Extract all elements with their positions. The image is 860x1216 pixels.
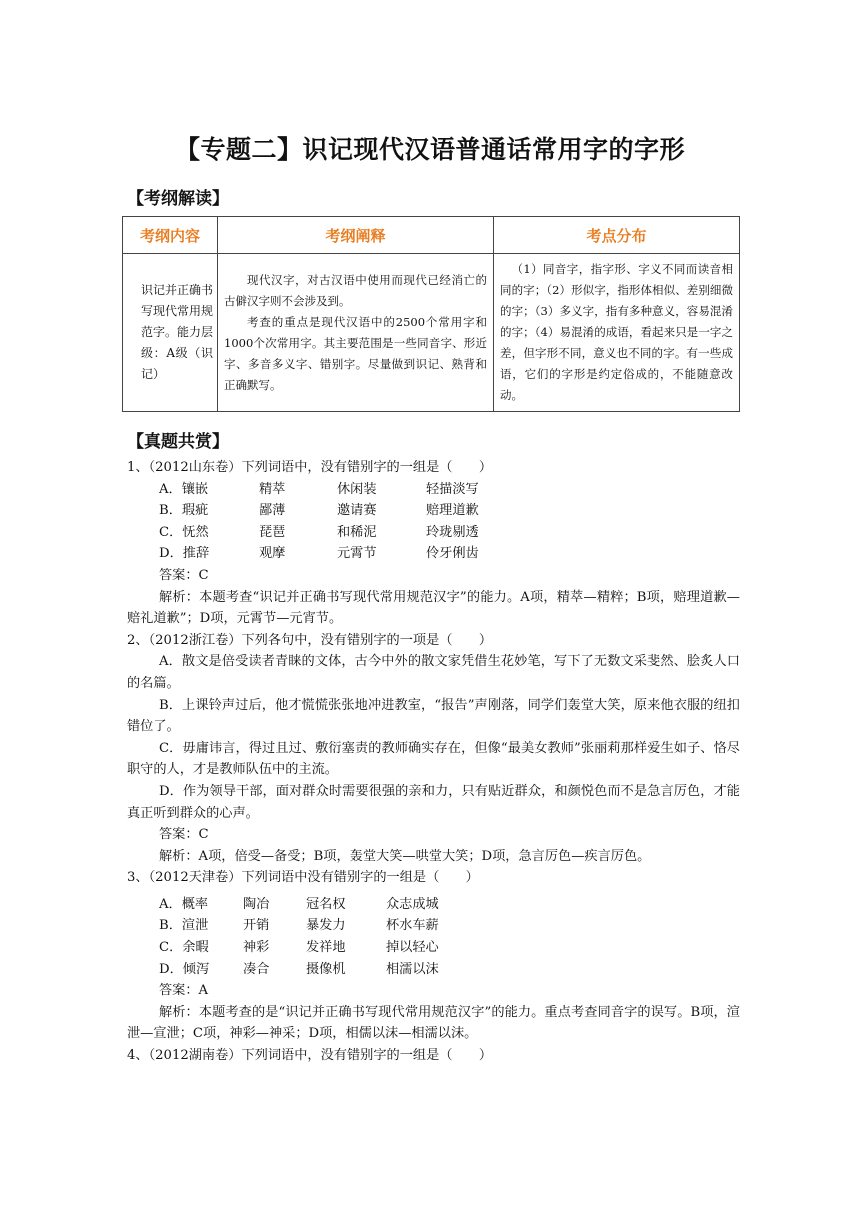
q2-option-b: B．上课铃声过后，他才慌慌张张地冲进教室，“报告”声刚落，同学们轰堂大笑，原来他衣服的纽扣错位了。 <box>127 697 740 735</box>
cell-distribution <box>494 254 740 412</box>
q1-analysis: 解析：本题考查“识记并正确书写现代常用规范汉字”的能力。A项，精萃—精粹；B项，赔理道歉—赔礼道歉”；D项，元霄节—元宵节。 <box>127 589 740 627</box>
q1-stem: 1、（2012山东卷）下列词语中，没有错别字的一组是（ ） <box>127 460 493 475</box>
header-distribution: 考点分布 <box>494 217 740 254</box>
q3-answer: 答案：A <box>159 983 209 999</box>
cell-explain <box>218 254 494 412</box>
q2-stem: 2、（2012浙江卷）下列各句中，没有错别字的一项是（ ） <box>127 632 493 648</box>
q3-option-c: C．余暇 神彩 发祥地 掉以轻心 <box>159 940 439 956</box>
q1-options <box>127 479 740 565</box>
page-title: 【专题二】识记现代汉语普通话常用字的字形 <box>174 135 685 164</box>
q3-option-d: D．倾泻 凑合 摄像机 相濡以沫 <box>159 961 439 977</box>
q2-answer: 答案：C <box>159 827 209 843</box>
cell-content: 识记并正确书写现代常用规范字。能力层级：A级（识记） <box>123 254 218 412</box>
exam-questions <box>127 457 740 1067</box>
section-heading-outline: 【考纲解读】 <box>127 189 229 209</box>
q2-option-a: A．散文是倍受读者青睐的文体，古今中外的散文家凭借生花妙笔，写下了无数文采斐然、脍炙人口的名篇。 <box>127 654 740 691</box>
outline-table <box>122 216 740 412</box>
explain-paragraph-1: 现代汉字，对古汉语中使用而现代已经消亡的古僻汉字则不会涉及到。 <box>224 272 487 308</box>
header-content: 考纲内容 <box>123 217 218 254</box>
q1-option-d: D．推辞 观摩 元霄节 伶牙俐齿 <box>159 546 479 562</box>
q2-option-d: D．作为领导干部，面对群众时需要很强的亲和力，只有贴近群众，和颜悦色而不是急言厉色，才能真正听到群众的心声。 <box>127 783 740 821</box>
q1-answer: 答案：C <box>159 567 209 583</box>
outline-table-row <box>123 254 740 412</box>
distribution-text: （1）同音字，指字形、字义不同而读音相同的字；（2）形似字，指形体相似、差别细微的字；（3）多义字，指有多种意义，容易混淆的字；（4）易混淆的成语，看起来只是一字之差，但字形不同，意义也不同的字。有一些成语，它们的字形是约定俗成的，不能随意改动。 <box>500 262 733 402</box>
q4-stem: 4、（2012湖南卷）下列词语中，没有错别字的一组是（ ） <box>127 1048 493 1064</box>
q1-option-c: C．怃然 琵琶 和稀泥 玲珑剔透 <box>159 524 479 540</box>
outline-table-header-row <box>123 217 740 254</box>
q3-option-a: A．概率 陶冶 冠名权 众志成城 <box>159 896 439 912</box>
explain-paragraph-2: 考查的重点是现代汉语中的2500个常用字和1000个次常用字。其主要范围是一些同音字、形近字、多音多义字、错别字。尽量做到识记、熟背和正确默写。 <box>224 314 487 392</box>
q3-stem: 3、（2012天津卷）下列词语中没有错别字的一组是（ ） <box>127 870 479 886</box>
section-heading-exam: 【真题共赏】 <box>127 432 229 452</box>
q3-options <box>127 894 740 980</box>
q1-option-b: B．瑕疵 鄙薄 邀请赛 赔理道歉 <box>159 503 479 519</box>
q3-analysis: 解析：本题考查的是“识记并正确书写现代常用规范汉字”的能力。重点考查同音字的误写。B项，渲泄—宣泄；C项，神彩—神采；D项，相儒以沫—相濡以沫。 <box>127 1004 740 1042</box>
q3-option-b: B．渲泄 开销 暴发力 杯水车薪 <box>159 918 439 934</box>
q2-analysis: 解析：A项，倍受—备受；B项，轰堂大笑—哄堂大笑；D项，急言厉色—疾言厉色。 <box>159 848 651 864</box>
q1-option-a: A．镶嵌 精萃 休闲装 轻描淡写 <box>159 481 479 497</box>
q2-option-c: C．毋庸讳言，得过且过、敷衍塞责的教师确实存在，但像“最美女教师”张丽莉那样爱生如子、恪尽职守的人，才是教师队伍中的主流。 <box>127 740 740 778</box>
header-explain: 考纲阐释 <box>218 217 494 254</box>
